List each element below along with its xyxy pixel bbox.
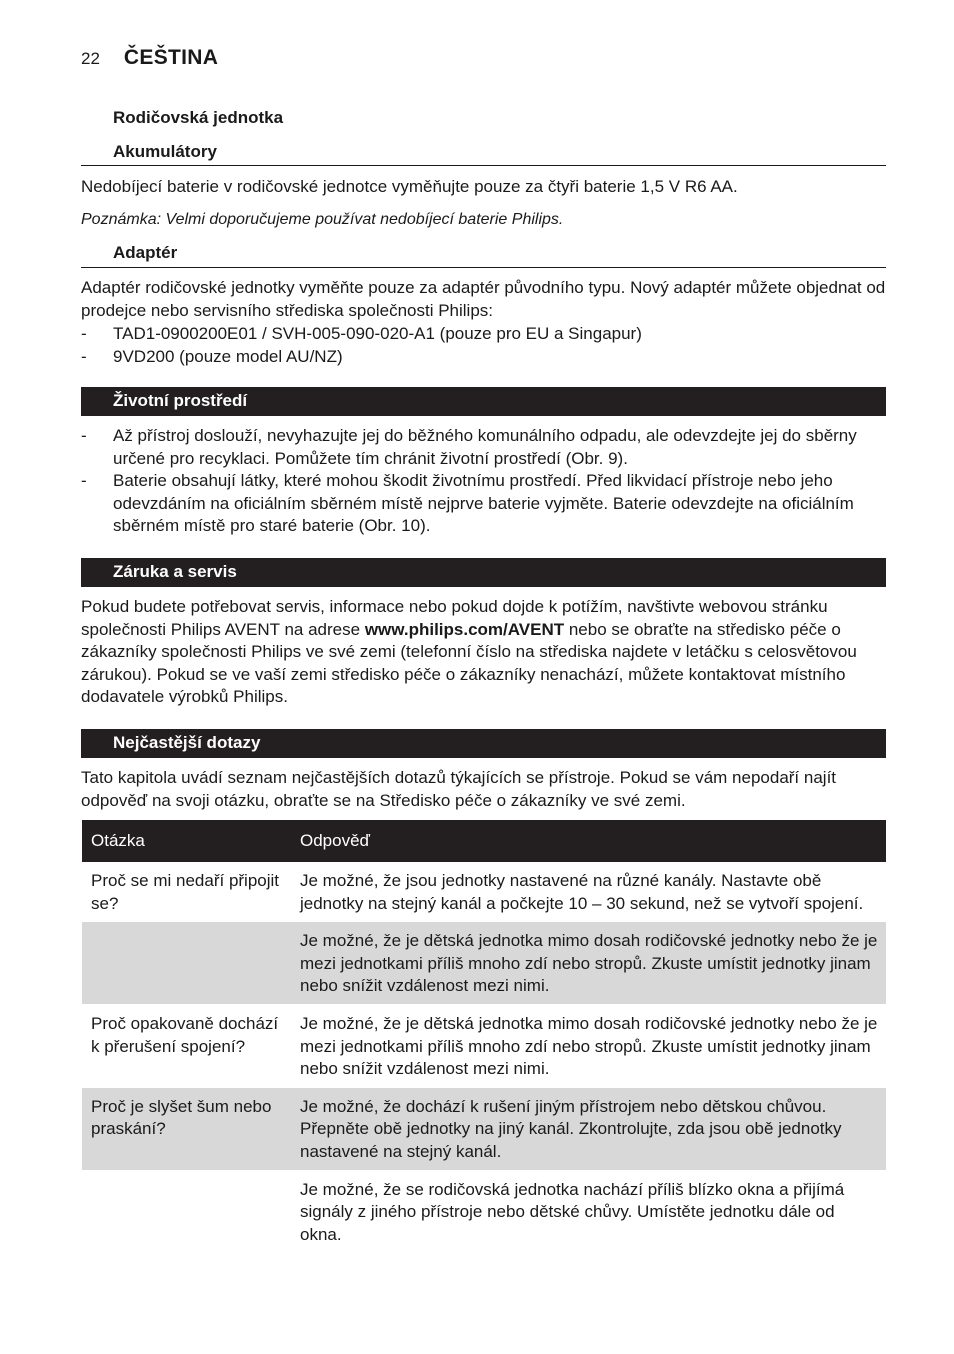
- adapter-rule: [81, 267, 886, 268]
- environment-heading: Životní prostředí: [113, 391, 248, 410]
- batteries-text: Nedobíjecí baterie v rodičovské jednotce vyměňujte pouze za čtyři baterie 1,5 V R6 AA.: [81, 177, 738, 196]
- question-cell: [82, 922, 291, 1005]
- page-header: [81, 46, 218, 76]
- faq-table: [82, 820, 886, 1252]
- batteries-rule: [81, 165, 886, 166]
- environment-section-bar: [81, 387, 886, 416]
- answer-cell: Je možné, že je dětská jednotka mimo dosah rodičovské jednotky nebo že je mezi jednotkami příliš mnoho zdí nebo stropů. Zkuste umístit jednotky jinam nebo snížit vzdálenost mezi nimi.: [291, 922, 886, 1005]
- list-item: - Až přístroj doslouží, nevyhazujte jej do běžného komunálního odpadu, ale odevzdejte jej do sběrny určené pro recyklaci. Pomůžete tím chránit životní prostředí (Obr. 9).: [81, 426, 857, 468]
- question-cell: Proč je slyšet šum nebo praskání?: [82, 1087, 291, 1170]
- table-row: [82, 1087, 886, 1170]
- faq-heading: Nejčastější dotazy: [113, 733, 261, 752]
- answer-cell: Je možné, že jsou jednotky nastavené na různé kanály. Nastavte obě jednotky na stejný kanál a počkejte 10 – 30 sekund, než se vytvoří spojení.: [300, 871, 864, 913]
- warranty-section-bar: [81, 558, 886, 587]
- environment-list: [81, 425, 886, 538]
- answer-cell: Je možné, že dochází k rušení jiným přístrojem nebo dětskou chůvou. Přepněte obě jednotky na jiný kanál. Zkontrolujte, zda jsou obě jednotky nastavené na stejný kanál.: [291, 1087, 886, 1170]
- table-row: [82, 1004, 886, 1087]
- table-row: [82, 922, 886, 1005]
- list-item: - TAD1-0900200E01 / SVH-005-090-020-A1 (pouze pro EU a Singapur): [81, 324, 642, 343]
- table-row: [82, 1170, 886, 1252]
- adapter-list: [81, 323, 886, 368]
- question-cell: Proč opakovaně dochází k přerušení spojení?: [82, 1004, 291, 1087]
- adapter-heading: Adaptér: [113, 243, 178, 262]
- question-cell: Proč se mi nedaří připojit se?: [91, 871, 280, 913]
- language-title: ČEŠTINA: [123, 46, 219, 69]
- page-number: 22: [81, 49, 100, 68]
- adapter-text: Adaptér rodičovské jednotky vyměňte pouze za adaptér původního typu. Nový adaptér můžete objednat od prodejce nebo servisního střediska společnosti Philips:: [81, 278, 886, 320]
- column-header-answer: Odpověď: [291, 820, 886, 862]
- parent-unit-heading: Rodičovská jednotka: [113, 108, 284, 127]
- table-header-row: [82, 820, 886, 862]
- question-cell: [82, 1170, 291, 1252]
- warranty-text: Pokud budete potřebovat servis, informace nebo pokud dojde k potížím, navštivte webovou stránku společnosti Philips AVENT na adrese www.philips.com/AVENT nebo se obraťte na středisko péče o zákazníky společnosti Philips ve své zemi (telefonní číslo na střediska najdete v letáčku s celosvětovou zárukou). Pokud se ve vaší zemi středisko péče o zákazníky nenachází, můžete kontaktovat místního dodavatele výrobků Philips.: [81, 597, 857, 707]
- table-row: [82, 862, 886, 922]
- batteries-heading: Akumulátory: [113, 142, 217, 161]
- list-item: - 9VD200 (pouze model AU/NZ): [81, 346, 343, 366]
- column-header-question: Otázka: [82, 820, 291, 862]
- warranty-heading: Záruka a servis: [113, 562, 237, 581]
- website-link[interactable]: www.philips.com/AVENT: [364, 619, 565, 639]
- list-item: - Baterie obsahují látky, které mohou škodit životnímu prostředí. Před likvidací přístroje nebo jeho odevzdáním na oficiálním sběrném místě nejprve baterie vyjměte. Baterie odevzdejte na oficiálním sběrném místě pro staré baterie (Obr. 10).: [81, 471, 854, 536]
- answer-cell: Je možné, že je dětská jednotka mimo dosah rodičovské jednotky nebo že je mezi jednotkami příliš mnoho zdí nebo stropů. Zkuste umístit jednotky jinam nebo snížit vzdálenost mezi nimi.: [291, 1004, 886, 1087]
- answer-cell: Je možné, že se rodičovská jednotka nachází příliš blízko okna a přijímá signály z jiného přístroje nebo dětské chůvy. Umístěte jednotku dále od okna.: [291, 1170, 886, 1252]
- faq-intro: Tato kapitola uvádí seznam nejčastějších dotazů týkajících se přístroje. Pokud se vám nepodaří najít odpověď na svoji otázku, obraťte se na Středisko péče o zákazníky ve své zemi.: [81, 768, 837, 810]
- faq-section-bar: [81, 729, 886, 758]
- batteries-note: Poznámka: Velmi doporučujeme používat nedobíjecí baterie Philips.: [81, 211, 564, 228]
